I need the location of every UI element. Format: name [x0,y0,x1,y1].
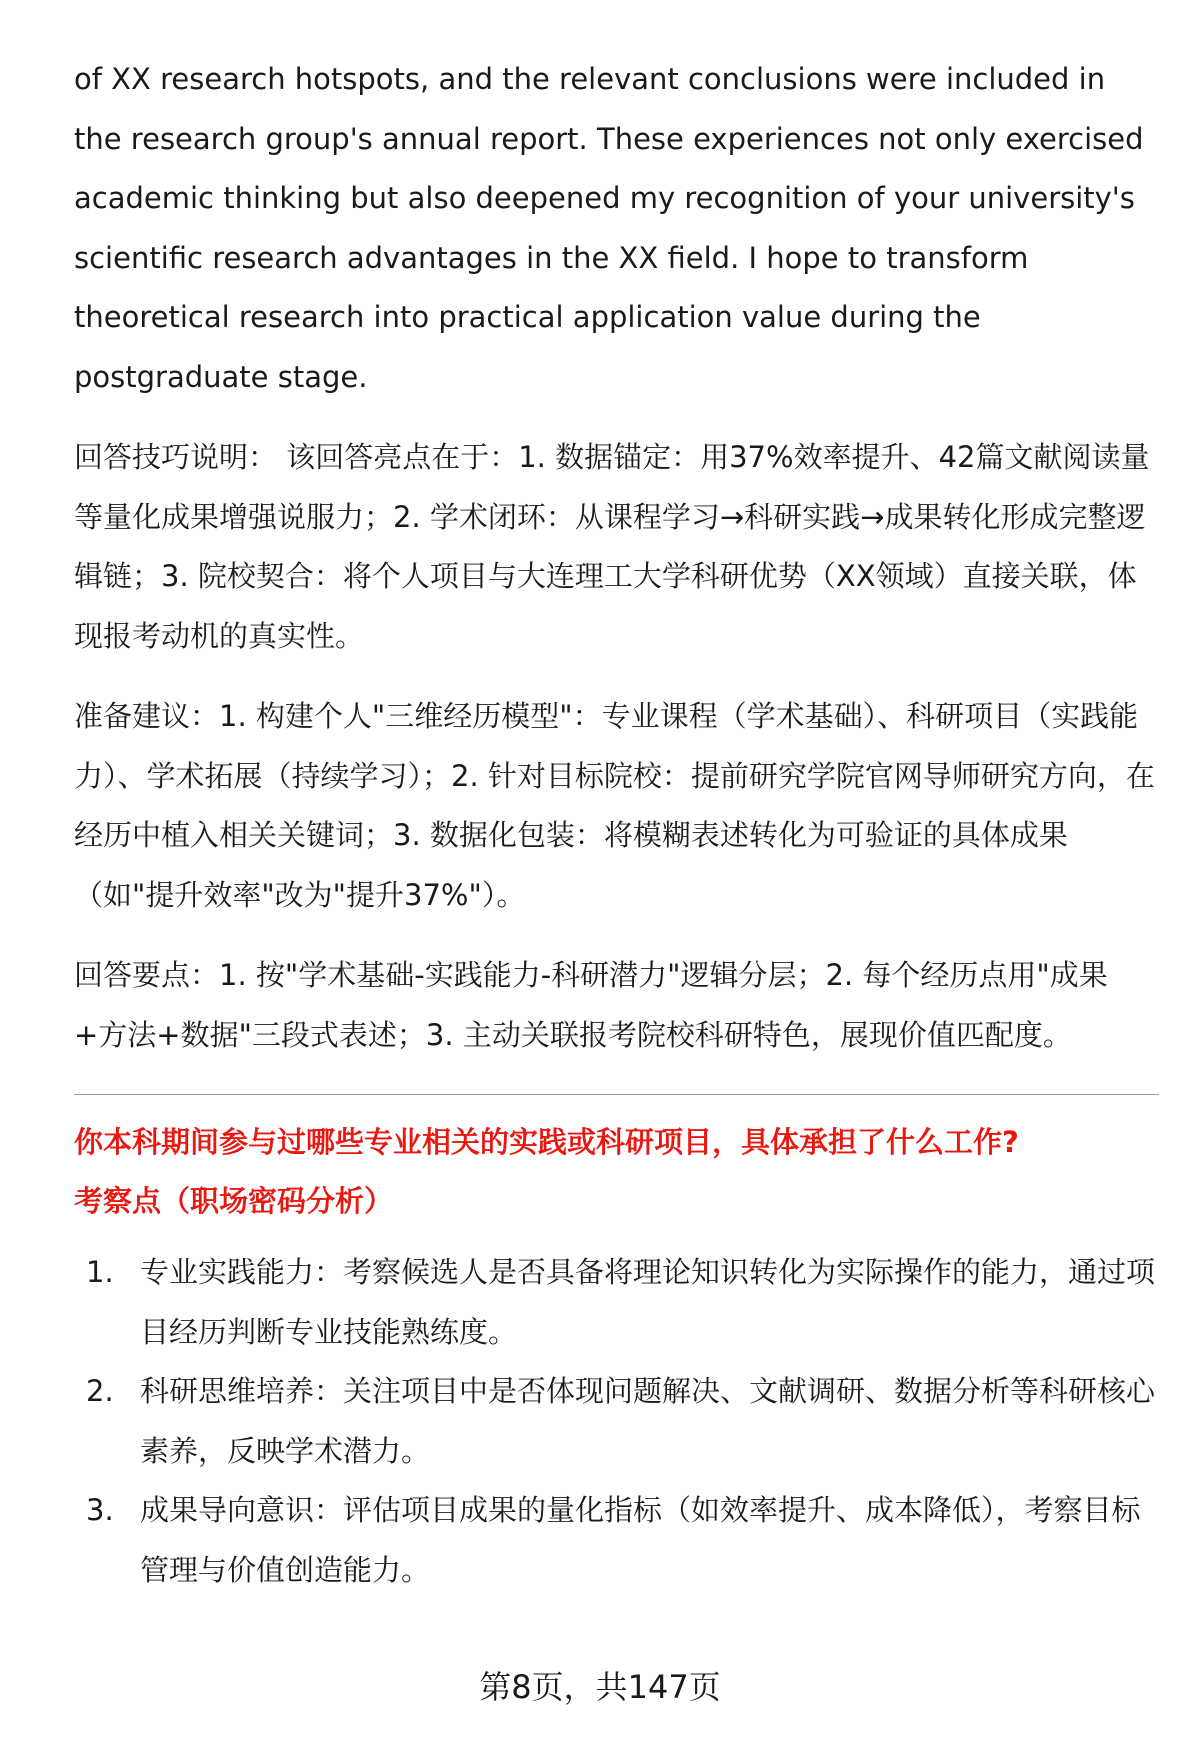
assessment-section-title: 考察点（职场密码分析） [74,1184,394,1218]
list-item [74,1243,1159,1362]
list-item-number: 3. [86,1493,114,1527]
list-item-number: 2. [86,1374,114,1408]
list-item-number: 1. [86,1255,114,1289]
answer-tips-paragraph: 回答技巧说明： 该回答亮点在于：1. 数据锚定：用37%效率提升、42篇文献阅读量等量化成果增强说服力；2. 学术闭环：从课程学习→科研实践→成果转化形成完整逻辑链；3. 院校契合：将个人项目与大连理工大学科研优势（XX领域）直接关联，体现报考动机的真实性。 [74,440,1150,653]
answer-keypoints-paragraph: 回答要点：1. 按"学术基础-实践能力-科研潜力"逻辑分层；2. 每个经历点用"成果+方法+数据"三段式表述；3. 主动关联报考院校科研特色，展现价值匹配度。 [74,958,1108,1052]
list-item-text: 科研思维培养：关注项目中是否体现问题解决、文献调研、数据分析等科研核心素养，反映学术潜力。 [140,1374,1156,1468]
list-item-text: 专业实践能力：考察候选人是否具备将理论知识转化为实际操作的能力，通过项目经历判断专业技能熟练度。 [140,1255,1156,1349]
list-item-text: 成果导向意识：评估项目成果的量化指标（如效率提升、成本降低），考察目标管理与价值创造能力。 [140,1493,1141,1587]
question-title: 你本科期间参与过哪些专业相关的实践或科研项目，具体承担了什么工作? [74,1125,1019,1159]
page-number-footer: 第8页，共147页 [479,1668,721,1706]
preparation-advice-paragraph: 准备建议：1. 构建个人"三维经历模型"：专业课程（学术基础）、科研项目（实践能力）、学术拓展（持续学习）；2. 针对目标院校：提前研究学院官网导师研究方向，在经历中植入相关关键词；3. 数据化包装：将模糊表述转化为可验证的具体成果（如"提升效率"改为"提升37%"）。 [74,699,1155,912]
continuation-paragraph: of XX research hotspots, and the relevant conclusions were included in the research group's annual report. These experiences not only exercised academic thinking but also deepened my recognition of your university's scientific research advantages in the XX field. I hope to transform theoretical research into practical application value during the postgraduate stage. [74,62,1144,394]
section-divider [74,1094,1159,1095]
list-item [74,1481,1159,1600]
document-body [74,50,1159,1600]
assessment-points-list [74,1243,1159,1600]
list-item [74,1362,1159,1481]
